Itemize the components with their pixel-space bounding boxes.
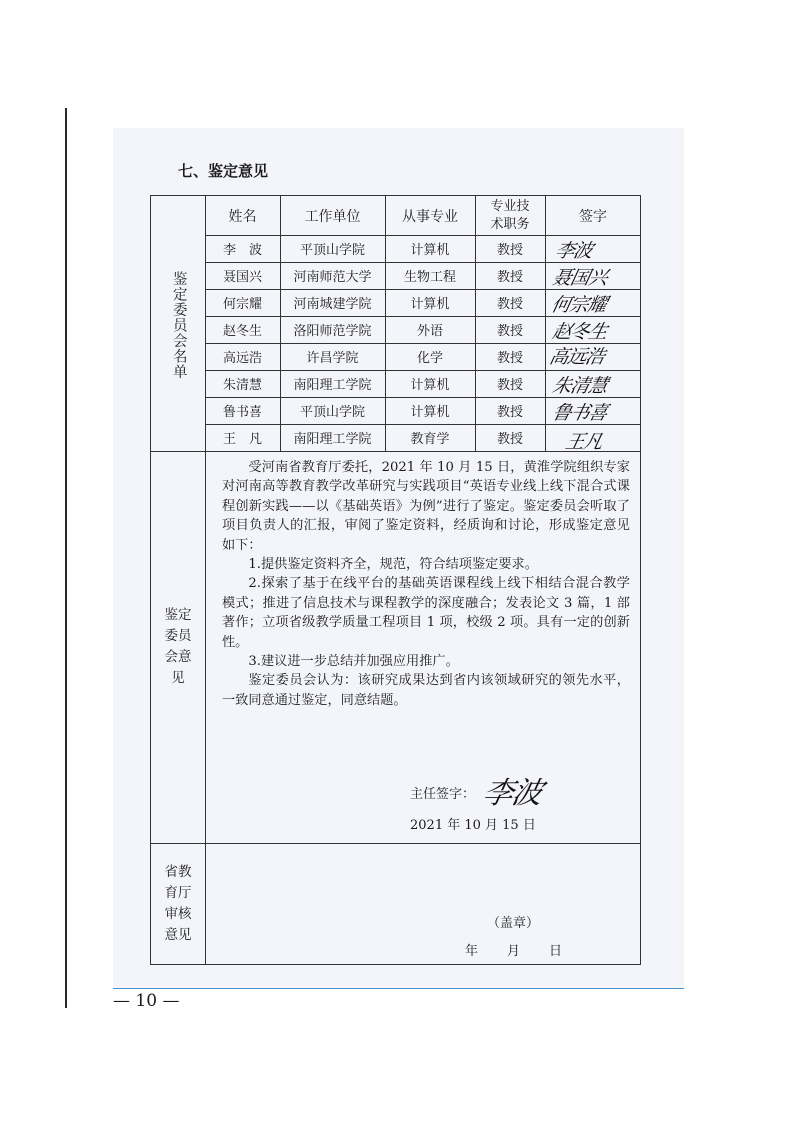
member-signature: 赵冬生 [550, 321, 610, 343]
member-major: 化学 [416, 351, 443, 366]
divider-opinion [150, 843, 641, 844]
page-number: — 10 — [113, 991, 180, 1011]
member-unit: 南阳理工学院 [293, 378, 372, 393]
member-unit: 南阳理工学院 [293, 432, 372, 447]
member-name: 赵冬生 [222, 324, 262, 339]
member-name: 鲁书喜 [222, 405, 262, 420]
header-unit: 工作单位 [304, 208, 361, 225]
member-title: 教授 [496, 351, 523, 366]
opinion-paragraph: 1.提供鉴定资料齐全，规范，符合结项鉴定要求。 [248, 557, 538, 573]
member-major: 计算机 [410, 405, 450, 420]
member-title: 教授 [496, 243, 523, 258]
member-major: 生物工程 [403, 270, 456, 285]
review-label: 省教育厅审核意见 [164, 864, 192, 943]
opinion-paragraph: 2.探索了基于在线平台的基础英语课程线上线下相结合混合教学模式；推进了信息技术与课程教学的深度融合；发表论文 3 篇，1 部著作；立项省级教学质量工程项目 1 项，校级 2 项。具有一定的创新性。 [222, 576, 630, 650]
member-major: 计算机 [410, 243, 450, 258]
member-signature: 李波 [553, 240, 595, 262]
member-title: 教授 [496, 324, 523, 339]
member-name: 聂国兴 [222, 270, 262, 285]
member-major: 计算机 [410, 378, 450, 393]
member-unit: 许昌学院 [306, 351, 359, 366]
member-unit: 洛阳师范学院 [293, 324, 372, 339]
member-signature: 聂国兴 [550, 267, 610, 289]
member-name: 何宗耀 [222, 297, 262, 312]
member-name: 朱清慧 [222, 378, 262, 393]
opinion-paragraph: 3.建议进一步总结并加强应用推广。 [248, 654, 459, 670]
opinion-paragraph: 鉴定委员会认为：该研究成果达到省内该领域研究的领先水平，一致同意通过鉴定，同意结题。 [222, 673, 630, 708]
member-unit: 平顶山学院 [299, 243, 365, 258]
seal-placeholder: （盖章） [487, 916, 540, 931]
header-title: 专业技 术职务 [490, 198, 530, 232]
member-name: 高远浩 [222, 351, 262, 366]
section-title: 七、鉴定意见 [178, 162, 269, 180]
committee-label: 鉴定委员会名单 [170, 270, 187, 380]
member-major: 教育学 [410, 432, 450, 447]
member-name: 李 波 [222, 243, 262, 258]
member-unit: 平顶山学院 [299, 405, 365, 420]
footer-rule [113, 988, 684, 989]
member-signature: 高远浩 [547, 346, 607, 368]
chair-signature-label: 主任签字： [410, 787, 476, 802]
member-title: 教授 [496, 270, 523, 285]
member-title: 教授 [496, 405, 523, 420]
member-major: 外语 [416, 324, 443, 339]
binding-rule [65, 108, 67, 1008]
appraisal-date: 2021 年 10 月 15 日 [410, 818, 536, 833]
member-major: 计算机 [410, 297, 450, 312]
member-unit: 河南城建学院 [293, 297, 372, 312]
header-name: 姓名 [228, 208, 257, 225]
member-signature: 何宗耀 [549, 294, 609, 316]
chair-signature: 李波 [479, 776, 545, 811]
header-sign: 签字 [579, 208, 607, 225]
member-title: 教授 [496, 297, 523, 312]
member-name: 王 凡 [222, 432, 262, 447]
member-signature: 鲁书喜 [550, 402, 610, 424]
member-title: 教授 [496, 378, 523, 393]
member-signature: 朱清慧 [550, 375, 610, 397]
appraisal-opinion [222, 458, 630, 710]
opinion-label: 鉴定委员会意见 [164, 607, 192, 686]
member-title: 教授 [496, 432, 523, 447]
header-major: 从事专业 [402, 208, 458, 225]
member-signature: 王凡 [563, 431, 605, 453]
opinion-paragraph: 受河南省教育厅委托，2021 年 10 月 15 日，黄淮学院组织专家对河南高等教育教学改革研究与实践项目“英语专业线上线下混合式课程创新实践——以《基础英语》为例”进行了鉴定。鉴定委员会听取了项目负责人的汇报，审阅了鉴定资料，经质询和讨论，形成鉴定意见如下： [222, 460, 630, 553]
member-unit: 河南师范大学 [293, 270, 372, 285]
review-date-blank: 年 月 日 [465, 944, 564, 959]
